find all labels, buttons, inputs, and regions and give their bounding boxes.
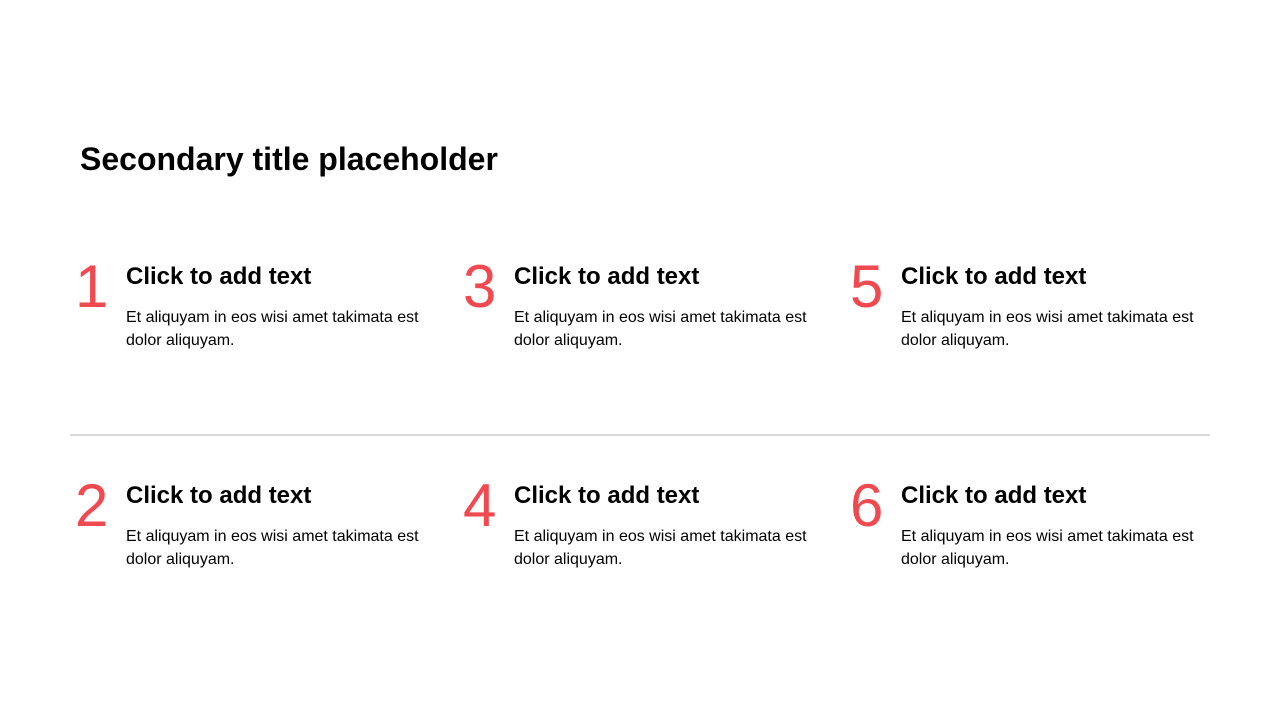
item-number: 1	[75, 253, 109, 320]
item-heading[interactable]: Click to add text	[126, 263, 312, 290]
list-item-3	[463, 253, 828, 392]
list-item-2	[75, 472, 440, 611]
item-number: 6	[850, 472, 884, 539]
list-item-4	[463, 472, 828, 611]
divider	[70, 434, 1210, 436]
item-body[interactable]: Et aliquyam in eos wisi amet takimata est dolor aliquyam.	[514, 528, 807, 568]
item-number: 5	[850, 253, 884, 320]
item-body[interactable]: Et aliquyam in eos wisi amet takimata est dolor aliquyam.	[901, 309, 1194, 349]
item-heading[interactable]: Click to add text	[126, 482, 312, 509]
item-number: 2	[75, 472, 109, 539]
item-body[interactable]: Et aliquyam in eos wisi amet takimata est dolor aliquyam.	[126, 528, 419, 568]
item-body[interactable]: Et aliquyam in eos wisi amet takimata est dolor aliquyam.	[126, 309, 419, 349]
slide-title[interactable]: Secondary title placeholder	[80, 141, 498, 177]
list-item-1	[75, 253, 440, 392]
list-item-6	[850, 472, 1215, 611]
item-number: 3	[463, 253, 497, 320]
item-heading[interactable]: Click to add text	[514, 482, 700, 509]
item-body[interactable]: Et aliquyam in eos wisi amet takimata est dolor aliquyam.	[514, 309, 807, 349]
item-body[interactable]: Et aliquyam in eos wisi amet takimata est dolor aliquyam.	[901, 528, 1194, 568]
list-item-5	[850, 253, 1215, 392]
item-number: 4	[463, 472, 497, 539]
item-heading[interactable]: Click to add text	[514, 263, 700, 290]
item-heading[interactable]: Click to add text	[901, 263, 1087, 290]
item-heading[interactable]: Click to add text	[901, 482, 1087, 509]
